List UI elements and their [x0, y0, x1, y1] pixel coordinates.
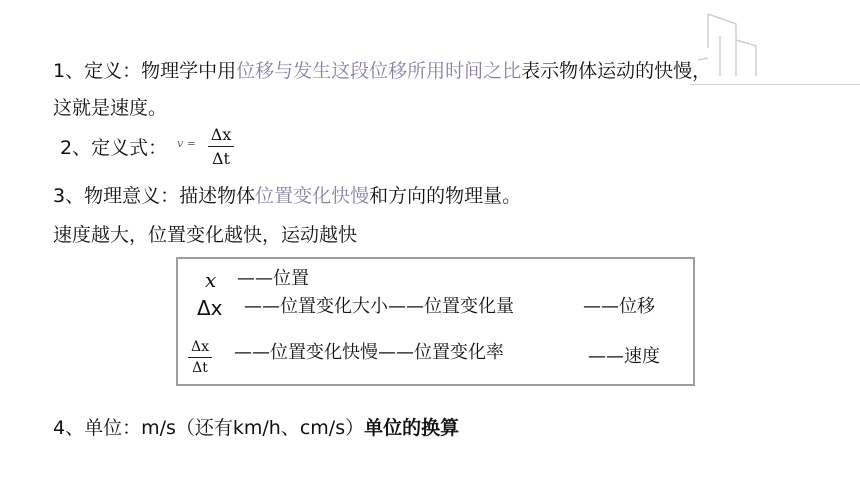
row3-text-b: ——速度 — [588, 346, 660, 367]
row2-symbol: Δx — [197, 296, 223, 320]
speed-statement: 速度越大，位置变化越快，运动越快 — [53, 224, 358, 246]
fraction-bar — [208, 146, 234, 147]
definition-highlight: 位移与发生这段位移所用时间之比 — [236, 60, 522, 82]
row1-symbol: x — [205, 268, 217, 292]
formula-label: 2、定义式： — [60, 137, 168, 159]
row3-fraction — [188, 339, 212, 376]
meaning-highlight: 位置变化快慢 — [255, 185, 370, 207]
definition-line — [53, 62, 711, 81]
row1-text: ——位置 — [237, 268, 309, 289]
formula-v: v = — [177, 137, 196, 150]
row3-text-a: ——位置变化快慢——位置变化率 — [234, 342, 504, 363]
row3-denominator: Δt — [192, 360, 208, 376]
formula-fraction — [208, 125, 234, 168]
unit-conversion-bold: 单位的换算 — [364, 417, 460, 439]
top-rule — [690, 84, 860, 85]
row3-fraction-bar — [188, 357, 212, 358]
row3-numerator: Δx — [190, 339, 209, 355]
formula-numerator: Δx — [210, 125, 232, 144]
definition-prefix: 1、定义：物理学中用 — [53, 60, 237, 82]
definition-line-cont: 这就是速度。 — [53, 97, 168, 119]
concept-box — [176, 257, 695, 386]
unit-line — [53, 419, 459, 438]
row2-text-a: ——位置变化大小——位置变化量 — [244, 296, 514, 317]
meaning-line — [53, 187, 521, 206]
meaning-prefix: 3、物理意义：描述物体 — [53, 185, 256, 207]
formula-denominator: Δt — [212, 149, 230, 168]
unit-text: 4、单位：m/s（还有km/h、cm/s） — [53, 417, 365, 439]
definition-suffix: 表示物体运动的快慢， — [521, 60, 712, 82]
row2-text-b: ——位移 — [583, 296, 655, 317]
meaning-suffix: 和方向的物理量。 — [369, 185, 522, 207]
